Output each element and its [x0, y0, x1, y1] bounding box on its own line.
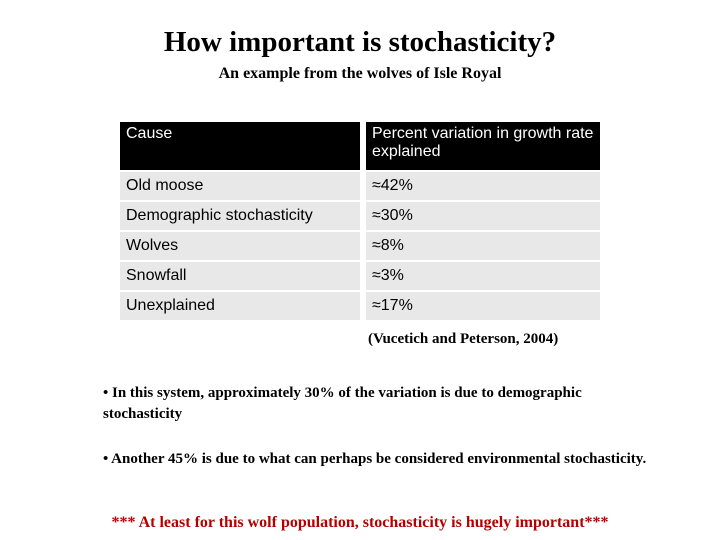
table-row	[120, 172, 600, 200]
percent-cell: ≈42%	[366, 172, 600, 200]
header-cause: Cause	[120, 122, 366, 170]
bullet-text: • In this system, approximately 30% of the variation is due to demographic stochasticity	[103, 385, 582, 422]
bullet-demographic	[103, 383, 663, 425]
cause-cell: Wolves	[120, 232, 366, 260]
cause-cell: Snowfall	[120, 262, 366, 290]
conclusion-statement: *** At least for this wolf population, stochasticity is hugely important***	[111, 514, 609, 531]
causes-table	[120, 120, 600, 322]
header-percent: Percent variation in growth rate explained	[366, 122, 600, 170]
citation: (Vucetich and Peterson, 2004)	[368, 331, 559, 347]
percent-cell: ≈8%	[366, 232, 600, 260]
table-row	[120, 262, 600, 290]
bullet-environmental	[103, 449, 663, 470]
table-header-row	[120, 122, 600, 170]
percent-cell: ≈3%	[366, 262, 600, 290]
bullet-text: • Another 45% is due to what can perhaps be considered environmental stochasticity.	[103, 451, 647, 467]
cause-cell: Demographic stochasticity	[120, 202, 366, 230]
slide-title: How important is stochasticity?	[163, 26, 557, 58]
table-row	[120, 232, 600, 260]
percent-cell: ≈17%	[366, 292, 600, 320]
cause-cell: Old moose	[120, 172, 366, 200]
table-row	[120, 292, 600, 320]
table-row	[120, 202, 600, 230]
slide-subtitle: An example from the wolves of Isle Royal	[218, 65, 502, 82]
cause-cell: Unexplained	[120, 292, 366, 320]
percent-cell: ≈30%	[366, 202, 600, 230]
